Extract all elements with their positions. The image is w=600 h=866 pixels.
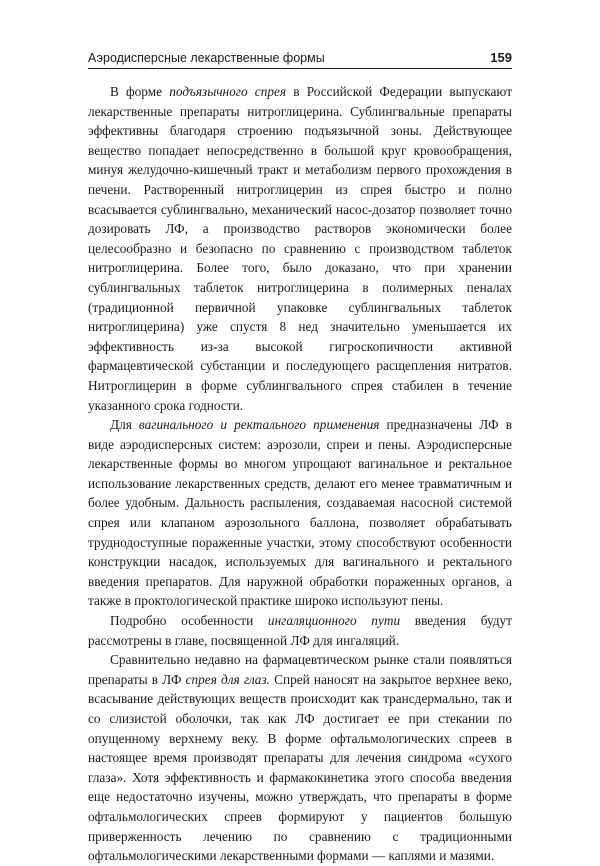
text-run: Сравнительно недавно на фармацевтическом рынке стали появляться препараты в ЛФ bbox=[88, 652, 512, 687]
running-head bbox=[88, 50, 512, 69]
paragraph bbox=[88, 611, 512, 650]
emphasis-text: ингаляционного пути bbox=[267, 613, 401, 629]
paragraph bbox=[88, 650, 512, 866]
text-run: предназначены ЛФ в виде аэродисперсных систем: аэрозоли, спреи и пены. Аэродисперсные лекарственные формы во многом упрощают вагинальное и ректальное использование лекарственных средств, делают его менее травматичным и более удобным. Дальность распыления, создаваемая насосной системой спрея или клапаном аэрозольного баллона, позволяет обрабатывать труднодоступные пораженные участки, этому способствуют особенности конструкции насадок, используемых для вагинального и ректального введения препаратов. Для наружной обработки пораженных органов, а также в проктологической практике широко используют пены. bbox=[88, 417, 512, 609]
text-run: введения будут рассмотрены в главе, посвященной ЛФ для ингаляций. bbox=[88, 613, 513, 648]
paragraph bbox=[88, 415, 512, 611]
emphasis-text: подъязычного спрея bbox=[169, 84, 287, 99]
text-run: В форме bbox=[110, 84, 170, 99]
text-run: Подробно особенности bbox=[110, 613, 268, 629]
text-run: Для bbox=[110, 417, 139, 433]
chapter-title: Аэродисперсные лекарственные формы bbox=[88, 51, 325, 65]
page-number: 159 bbox=[490, 50, 512, 65]
text-run: Спрей наносят на закрытое верхнее веко, всасывание действующих веществ происходит как трансдермально, так и со слизистой оболочки, так как ЛФ достигает ее при стекании по опущенному верхнему веку. В форме офтальмологических спреев в настоящее время производят препараты для лечения синдрома «сухого глаза». Хотя эффективность и фармакокинетика этого способа введения еще недостаточно изучены, можно утверждать, что препараты в форме офтальмологических спреев формируют у пациентов большую приверженность лечению по сравнению с традиционными офтальмологическими лекарственными формами — каплями и мазями. bbox=[88, 671, 512, 864]
emphasis-text: спрея для глаз. bbox=[185, 671, 270, 687]
text-run: в Российской Федерации выпускают лекарственные препараты нитроглицерина. Сублингвальные препараты эффективны благодаря строению подъязычной зоны. Действующее вещество попадает непосредственно в большой круг кровообращения, минуя желудочно-кишечный тракт и метаболизм первого прохождения в печени. Растворенный нитроглицерин из спрея быстро и полно всасывается сублингвально, механический насос-дозатор позволяет точно дозировать ЛФ, а производство растворов экономически более целесообразно и безопасно по сравнению с производством таблеток нитроглицерина. Более того, было доказано, что при хранении сублингвальных таблеток нитроглицерина в полимерных пеналах (традиционной первичной упаковке сублингвальных таблеток нитроглицерина) уже спустя 8 нед значительно уменьшается их эффективность из-за высокой гигроскопичности активной фармацевтической субстанции и последующего расщепления нитратов. Нитроглицерин в форме сублингвального спрея стабилен в течение указанного срока годности. bbox=[88, 84, 513, 413]
emphasis-text: вагинального и ректального применения bbox=[138, 417, 380, 433]
body-text bbox=[88, 82, 512, 866]
paragraph bbox=[88, 82, 512, 415]
